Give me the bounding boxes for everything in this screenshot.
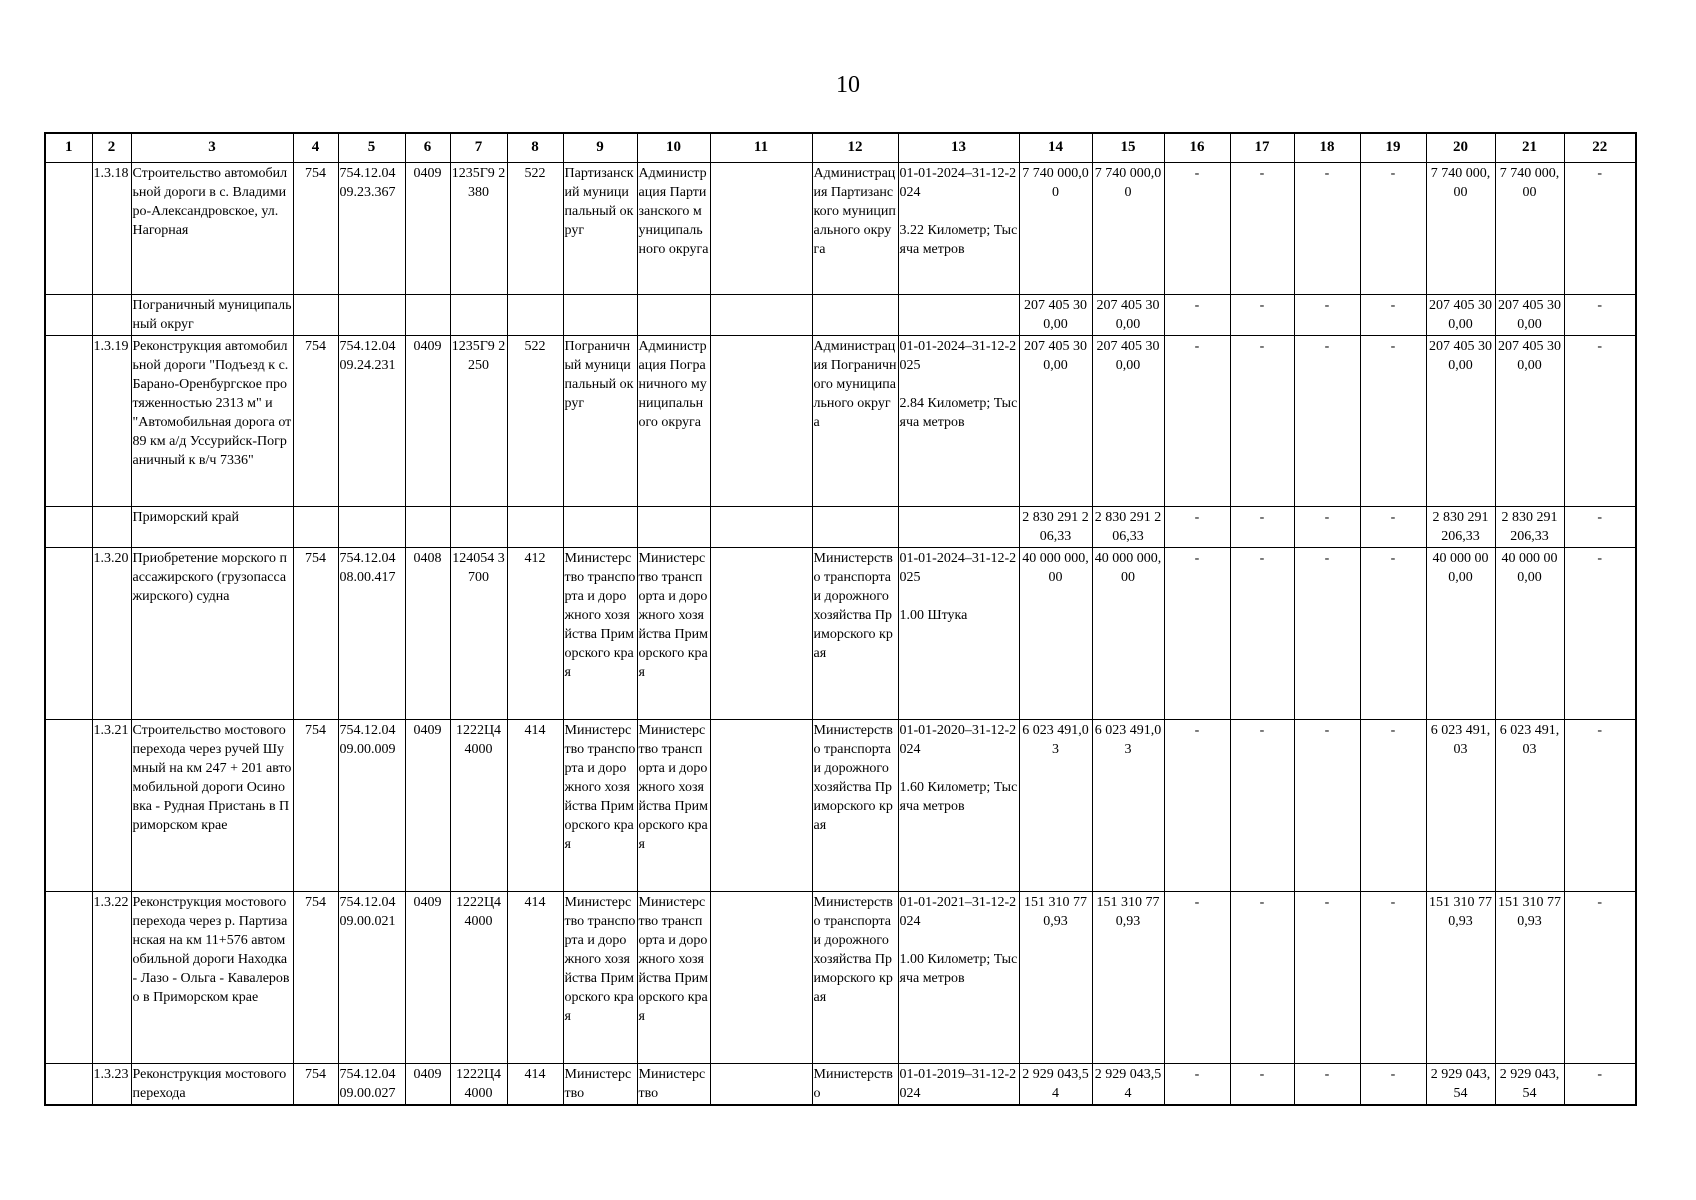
cell-1 <box>45 162 92 294</box>
cell-9: Партизанский муниципальный округ <box>563 162 637 294</box>
cell-4: 754 <box>293 891 338 1063</box>
header-cell: 21 <box>1495 133 1564 162</box>
cell-19: - <box>1360 719 1426 891</box>
cell-5 <box>338 294 405 335</box>
header-cell: 12 <box>812 133 898 162</box>
cell-10: Министерство транспорта и дорожного хозяйства Приморского края <box>637 891 710 1063</box>
cell-16: - <box>1164 294 1230 335</box>
cell-7 <box>450 506 507 547</box>
cell-22: - <box>1564 1063 1636 1105</box>
cell-14: 7 740 000,00 <box>1019 162 1092 294</box>
header-cell: 14 <box>1019 133 1092 162</box>
cell-10 <box>637 294 710 335</box>
cell-3: Приобретение морского пассажирского (грузопассажирского) судна <box>131 547 293 719</box>
cell-8: 414 <box>507 719 563 891</box>
cell-2: 1.3.21 <box>92 719 131 891</box>
cell-19: - <box>1360 335 1426 506</box>
header-cell: 13 <box>898 133 1019 162</box>
header-cell: 15 <box>1092 133 1164 162</box>
cell-4 <box>293 294 338 335</box>
cell-6: 0409 <box>405 162 450 294</box>
cell-19: - <box>1360 891 1426 1063</box>
cell-22: - <box>1564 891 1636 1063</box>
cell-19: - <box>1360 162 1426 294</box>
table-row <box>45 294 1636 335</box>
cell-7: 124054 3700 <box>450 547 507 719</box>
cell-4: 754 <box>293 547 338 719</box>
cell-5: 754.12.04 09.23.367 <box>338 162 405 294</box>
cell-15: 6 023 491,03 <box>1092 719 1164 891</box>
cell-19: - <box>1360 506 1426 547</box>
cell-5: 754.12.04 08.00.417 <box>338 547 405 719</box>
header-cell: 16 <box>1164 133 1230 162</box>
cell-7: 1235Г9 2250 <box>450 335 507 506</box>
cell-21: 2 929 043,54 <box>1495 1063 1564 1105</box>
table-row <box>45 162 1636 294</box>
cell-13: 01-01-2019–31-12-2024 <box>898 1063 1019 1105</box>
cell-16: - <box>1164 506 1230 547</box>
cell-4: 754 <box>293 719 338 891</box>
cell-18: - <box>1294 335 1360 506</box>
cell-18: - <box>1294 1063 1360 1105</box>
cell-16: - <box>1164 335 1230 506</box>
cell-14: 40 000 000,00 <box>1019 547 1092 719</box>
header-cell: 22 <box>1564 133 1636 162</box>
cell-2 <box>92 294 131 335</box>
cell-1 <box>45 335 92 506</box>
cell-3: Реконструкция мостового перехода <box>131 1063 293 1105</box>
cell-16: - <box>1164 547 1230 719</box>
header-cell: 18 <box>1294 133 1360 162</box>
header-cell: 6 <box>405 133 450 162</box>
cell-10: Администрация Партизанского муниципального округа <box>637 162 710 294</box>
cell-8: 522 <box>507 335 563 506</box>
cell-10: Министерство транспорта и дорожного хозяйства Приморского края <box>637 547 710 719</box>
cell-11 <box>710 1063 812 1105</box>
cell-11 <box>710 891 812 1063</box>
cell-17: - <box>1230 719 1294 891</box>
cell-9: Министерство транспорта и дорожного хозяйства Приморского края <box>563 891 637 1063</box>
cell-1 <box>45 506 92 547</box>
cell-20: 207 405 300,00 <box>1426 335 1495 506</box>
cell-2 <box>92 506 131 547</box>
cell-5 <box>338 506 405 547</box>
cell-14: 207 405 300,00 <box>1019 335 1092 506</box>
cell-21: 6 023 491,03 <box>1495 719 1564 891</box>
cell-15: 207 405 300,00 <box>1092 335 1164 506</box>
cell-18: - <box>1294 547 1360 719</box>
cell-3: Реконструкция мостового перехода через р. Партизанская на км 11+576 автомобильной дороги Находка - Лазо - Ольга - Кавалерово в Приморском крае <box>131 891 293 1063</box>
cell-9: Пограничный муниципальный округ <box>563 335 637 506</box>
cell-8: 522 <box>507 162 563 294</box>
cell-20: 207 405 300,00 <box>1426 294 1495 335</box>
header-cell: 20 <box>1426 133 1495 162</box>
cell-17: - <box>1230 1063 1294 1105</box>
cell-6: 0409 <box>405 719 450 891</box>
cell-5: 754.12.04 09.24.231 <box>338 335 405 506</box>
header-cell: 8 <box>507 133 563 162</box>
cell-17: - <box>1230 891 1294 1063</box>
cell-8: 412 <box>507 547 563 719</box>
cell-9 <box>563 294 637 335</box>
header-cell: 17 <box>1230 133 1294 162</box>
cell-3: Пограничный муниципальный округ <box>131 294 293 335</box>
cell-22: - <box>1564 506 1636 547</box>
header-cell: 7 <box>450 133 507 162</box>
cell-5: 754.12.04 09.00.009 <box>338 719 405 891</box>
cell-13: 01-01-2024–31-12-2025 2.84 Километр; Тысяча метров <box>898 335 1019 506</box>
cell-7: 1235Г9 2380 <box>450 162 507 294</box>
cell-11 <box>710 335 812 506</box>
cell-11 <box>710 294 812 335</box>
cell-1 <box>45 891 92 1063</box>
header-cell: 4 <box>293 133 338 162</box>
cell-11 <box>710 162 812 294</box>
cell-20: 40 000 000,00 <box>1426 547 1495 719</box>
cell-12: Администрация Пограничного муниципального округа <box>812 335 898 506</box>
cell-13: 01-01-2024–31-12-2024 3.22 Километр; Тысяча метров <box>898 162 1019 294</box>
cell-3: Приморский край <box>131 506 293 547</box>
cell-3: Строительство автомобильной дороги в с. Владимиро-Александровское, ул. Нагорная <box>131 162 293 294</box>
header-cell: 3 <box>131 133 293 162</box>
header-cell: 5 <box>338 133 405 162</box>
cell-10: Администрация Пограничного муниципального округа <box>637 335 710 506</box>
cell-8 <box>507 506 563 547</box>
cell-20: 7 740 000,00 <box>1426 162 1495 294</box>
header-cell: 10 <box>637 133 710 162</box>
cell-15: 7 740 000,00 <box>1092 162 1164 294</box>
cell-9 <box>563 506 637 547</box>
cell-17: - <box>1230 335 1294 506</box>
page-number: 10 <box>836 72 860 98</box>
cell-15: 2 830 291 206,33 <box>1092 506 1164 547</box>
cell-21: 40 000 000,00 <box>1495 547 1564 719</box>
cell-15: 151 310 770,93 <box>1092 891 1164 1063</box>
cell-12: Министерство транспорта и дорожного хозяйства Приморского края <box>812 719 898 891</box>
cell-21: 151 310 770,93 <box>1495 891 1564 1063</box>
cell-17: - <box>1230 162 1294 294</box>
cell-18: - <box>1294 506 1360 547</box>
cell-19: - <box>1360 547 1426 719</box>
header-cell: 1 <box>45 133 92 162</box>
cell-15: 40 000 000,00 <box>1092 547 1164 719</box>
table-row <box>45 719 1636 891</box>
cell-17: - <box>1230 506 1294 547</box>
cell-4: 754 <box>293 162 338 294</box>
header-cell: 9 <box>563 133 637 162</box>
cell-20: 6 023 491,03 <box>1426 719 1495 891</box>
cell-21: 207 405 300,00 <box>1495 335 1564 506</box>
cell-20: 2 830 291 206,33 <box>1426 506 1495 547</box>
cell-6 <box>405 294 450 335</box>
cell-22: - <box>1564 294 1636 335</box>
cell-17: - <box>1230 294 1294 335</box>
cell-22: - <box>1564 719 1636 891</box>
cell-13 <box>898 294 1019 335</box>
cell-10: Министерство транспорта и дорожного хозяйства Приморского края <box>637 719 710 891</box>
cell-13: 01-01-2021–31-12-2024 1.00 Километр; Тысяча метров <box>898 891 1019 1063</box>
cell-7: 1222Ц4 4000 <box>450 1063 507 1105</box>
cell-11 <box>710 719 812 891</box>
table-row <box>45 506 1636 547</box>
cell-2: 1.3.19 <box>92 335 131 506</box>
cell-5: 754.12.04 09.00.027 <box>338 1063 405 1105</box>
cell-19: - <box>1360 294 1426 335</box>
cell-12: Министерство транспорта и дорожного хозяйства Приморского края <box>812 547 898 719</box>
cell-22: - <box>1564 335 1636 506</box>
cell-19: - <box>1360 1063 1426 1105</box>
cell-9: Министерство <box>563 1063 637 1105</box>
cell-18: - <box>1294 294 1360 335</box>
cell-14: 6 023 491,03 <box>1019 719 1092 891</box>
cell-9: Министерство транспорта и дорожного хозяйства Приморского края <box>563 719 637 891</box>
cell-11 <box>710 547 812 719</box>
table-row <box>45 335 1636 506</box>
cell-3: Строительство мостового перехода через ручей Шумный на км 247 + 201 автомобильной дороги Осиновка - Рудная Пристань в Приморском крае <box>131 719 293 891</box>
cell-2: 1.3.22 <box>92 891 131 1063</box>
cell-5: 754.12.04 09.00.021 <box>338 891 405 1063</box>
cell-8: 414 <box>507 891 563 1063</box>
cell-14: 2 830 291 206,33 <box>1019 506 1092 547</box>
cell-8 <box>507 294 563 335</box>
cell-13 <box>898 506 1019 547</box>
cell-7: 1222Ц4 4000 <box>450 891 507 1063</box>
cell-1 <box>45 719 92 891</box>
cell-1 <box>45 294 92 335</box>
cell-15: 207 405 300,00 <box>1092 294 1164 335</box>
cell-11 <box>710 506 812 547</box>
cell-14: 207 405 300,00 <box>1019 294 1092 335</box>
cell-2: 1.3.18 <box>92 162 131 294</box>
cell-14: 151 310 770,93 <box>1019 891 1092 1063</box>
cell-12 <box>812 294 898 335</box>
cell-16: - <box>1164 719 1230 891</box>
cell-6: 0409 <box>405 1063 450 1105</box>
cell-21: 2 830 291 206,33 <box>1495 506 1564 547</box>
cell-4: 754 <box>293 1063 338 1105</box>
cell-6: 0409 <box>405 891 450 1063</box>
cell-2: 1.3.20 <box>92 547 131 719</box>
cell-20: 151 310 770,93 <box>1426 891 1495 1063</box>
cell-12: Министерство транспорта и дорожного хозяйства Приморского края <box>812 891 898 1063</box>
header-cell: 19 <box>1360 133 1426 162</box>
cell-18: - <box>1294 891 1360 1063</box>
cell-1 <box>45 1063 92 1105</box>
cell-7: 1222Ц4 4000 <box>450 719 507 891</box>
cell-9: Министерство транспорта и дорожного хозяйства Приморского края <box>563 547 637 719</box>
cell-21: 207 405 300,00 <box>1495 294 1564 335</box>
cell-10 <box>637 506 710 547</box>
cell-12 <box>812 506 898 547</box>
header-cell: 2 <box>92 133 131 162</box>
cell-6: 0409 <box>405 335 450 506</box>
table-row <box>45 1063 1636 1105</box>
cell-22: - <box>1564 162 1636 294</box>
cell-3: Реконструкция автомобильной дороги "Подъезд к с. Барано-Оренбургское протяженностью 2313 м" и "Автомобильная дорога от 89 км а/д Уссурийск-Пограничный к в/ч 7336" <box>131 335 293 506</box>
cell-8: 414 <box>507 1063 563 1105</box>
cell-13: 01-01-2020–31-12-2024 1.60 Километр; Тысяча метров <box>898 719 1019 891</box>
cell-15: 2 929 043,54 <box>1092 1063 1164 1105</box>
table-row <box>45 891 1636 1063</box>
cell-2: 1.3.23 <box>92 1063 131 1105</box>
table-row <box>45 547 1636 719</box>
header-row <box>45 133 1636 162</box>
cell-14: 2 929 043,54 <box>1019 1063 1092 1105</box>
cell-10: Министерство <box>637 1063 710 1105</box>
cell-17: - <box>1230 547 1294 719</box>
cell-4: 754 <box>293 335 338 506</box>
cell-4 <box>293 506 338 547</box>
cell-16: - <box>1164 1063 1230 1105</box>
budget-table <box>44 132 1637 1106</box>
cell-6 <box>405 506 450 547</box>
cell-7 <box>450 294 507 335</box>
cell-18: - <box>1294 719 1360 891</box>
cell-16: - <box>1164 162 1230 294</box>
cell-16: - <box>1164 891 1230 1063</box>
cell-12: Администрация Партизанского муниципального округа <box>812 162 898 294</box>
cell-1 <box>45 547 92 719</box>
header-cell: 11 <box>710 133 812 162</box>
cell-18: - <box>1294 162 1360 294</box>
cell-6: 0408 <box>405 547 450 719</box>
cell-21: 7 740 000,00 <box>1495 162 1564 294</box>
cell-13: 01-01-2024–31-12-2025 1.00 Штука <box>898 547 1019 719</box>
cell-12: Министерство <box>812 1063 898 1105</box>
cell-22: - <box>1564 547 1636 719</box>
cell-20: 2 929 043,54 <box>1426 1063 1495 1105</box>
